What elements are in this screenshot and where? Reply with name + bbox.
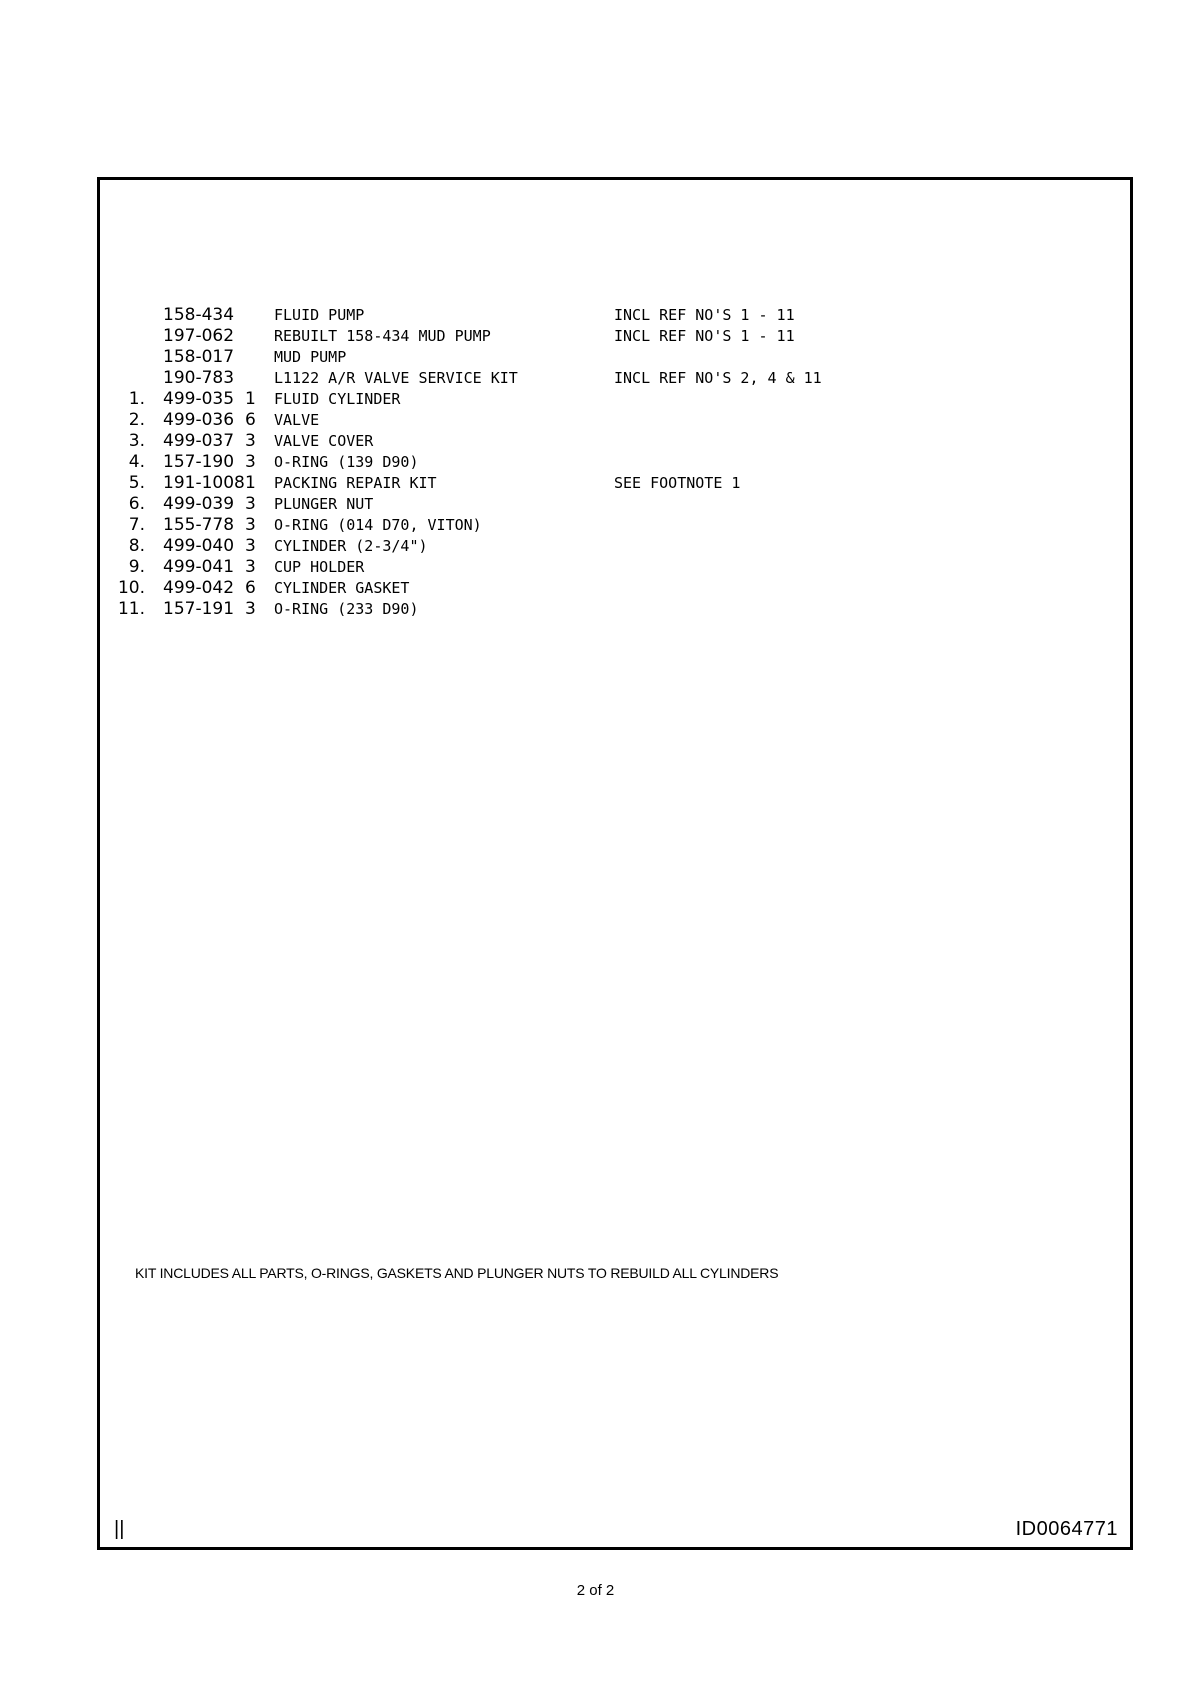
ref-number: 7. [128,515,145,535]
part-number: 158-434 [163,305,235,325]
part-description: PACKING REPAIR KIT [274,474,437,492]
part-description: VALVE COVER [274,432,374,450]
part-number: 499-035 [163,389,235,409]
part-description: CUP HOLDER [274,558,365,576]
parts-row [100,578,1130,599]
ref-number: 2. [128,410,145,430]
quantity: 1 [245,473,256,493]
page-number: 2 of 2 [576,1582,615,1599]
part-description: O-RING (014 D70, VITON) [274,516,482,534]
part-number: 190-783 [163,368,235,388]
part-note: INCL REF NO'S 1 - 11 [614,327,795,345]
quantity: 6 [245,578,256,598]
part-number: 499-042 [163,578,235,598]
part-description: O-RING (139 D90) [274,453,419,471]
ref-number: 11. [117,599,145,619]
ref-number: 3. [128,431,145,451]
parts-row [100,389,1130,410]
part-description: L1122 A/R VALVE SERVICE KIT [274,369,518,387]
part-description: FLUID PUMP [274,306,365,324]
part-number: 158-017 [163,347,235,367]
quantity: 3 [245,557,256,577]
part-description: CYLINDER GASKET [274,579,410,597]
parts-row [100,347,1130,368]
part-description: MUD PUMP [274,348,347,366]
parts-row [100,473,1130,494]
part-description: VALVE [274,411,320,429]
parts-row [100,431,1130,452]
ref-number: 9. [128,557,145,577]
quantity: 3 [245,431,256,451]
part-number: 157-190 [163,452,235,472]
quantity: 3 [245,515,256,535]
ref-number: 1. [128,389,145,409]
part-description: REBUILT 158-434 MUD PUMP [274,327,491,345]
parts-row [100,368,1130,389]
quantity: 1 [245,389,256,409]
parts-list-frame [97,177,1133,1550]
part-number: 197-062 [163,326,235,346]
parts-row [100,536,1130,557]
parts-row [100,326,1130,347]
quantity: 3 [245,599,256,619]
part-note: INCL REF NO'S 2, 4 & 11 [614,369,822,387]
part-number: 499-041 [163,557,235,577]
parts-list [100,305,1130,620]
quantity: 6 [245,410,256,430]
part-number: 157-191 [163,599,235,619]
quantity: 3 [245,452,256,472]
parts-row [100,515,1130,536]
quantity: 3 [245,494,256,514]
footnote: KIT INCLUDES ALL PARTS, O-RINGS, GASKETS AND PLUNGER NUTS TO REBUILD ALL CYLINDERS [135,1265,779,1281]
part-number: 155-778 [163,515,235,535]
parts-row [100,305,1130,326]
part-description: PLUNGER NUT [274,495,374,513]
document-id: ID0064771 [1015,1518,1118,1540]
parts-row [100,410,1130,431]
parts-row [100,557,1130,578]
quantity: 3 [245,536,256,556]
parts-row [100,494,1130,515]
part-note: INCL REF NO'S 1 - 11 [614,306,795,324]
part-number: 499-037 [163,431,235,451]
parts-row [100,452,1130,473]
parts-row [100,599,1130,620]
ref-number: 5. [128,473,145,493]
ref-number: 4. [128,452,145,472]
ref-number: 6. [128,494,145,514]
corner-mark: || [114,1518,125,1540]
part-description: O-RING (233 D90) [274,600,419,618]
ref-number: 10. [117,578,145,598]
part-number: 499-036 [163,410,235,430]
ref-number: 8. [128,536,145,556]
part-number: 499-039 [163,494,235,514]
part-description: CYLINDER (2-3/4") [274,537,428,555]
part-number: 191-1008 [163,473,245,493]
part-number: 499-040 [163,536,235,556]
part-note: SEE FOOTNOTE 1 [614,474,741,492]
part-description: FLUID CYLINDER [274,390,401,408]
